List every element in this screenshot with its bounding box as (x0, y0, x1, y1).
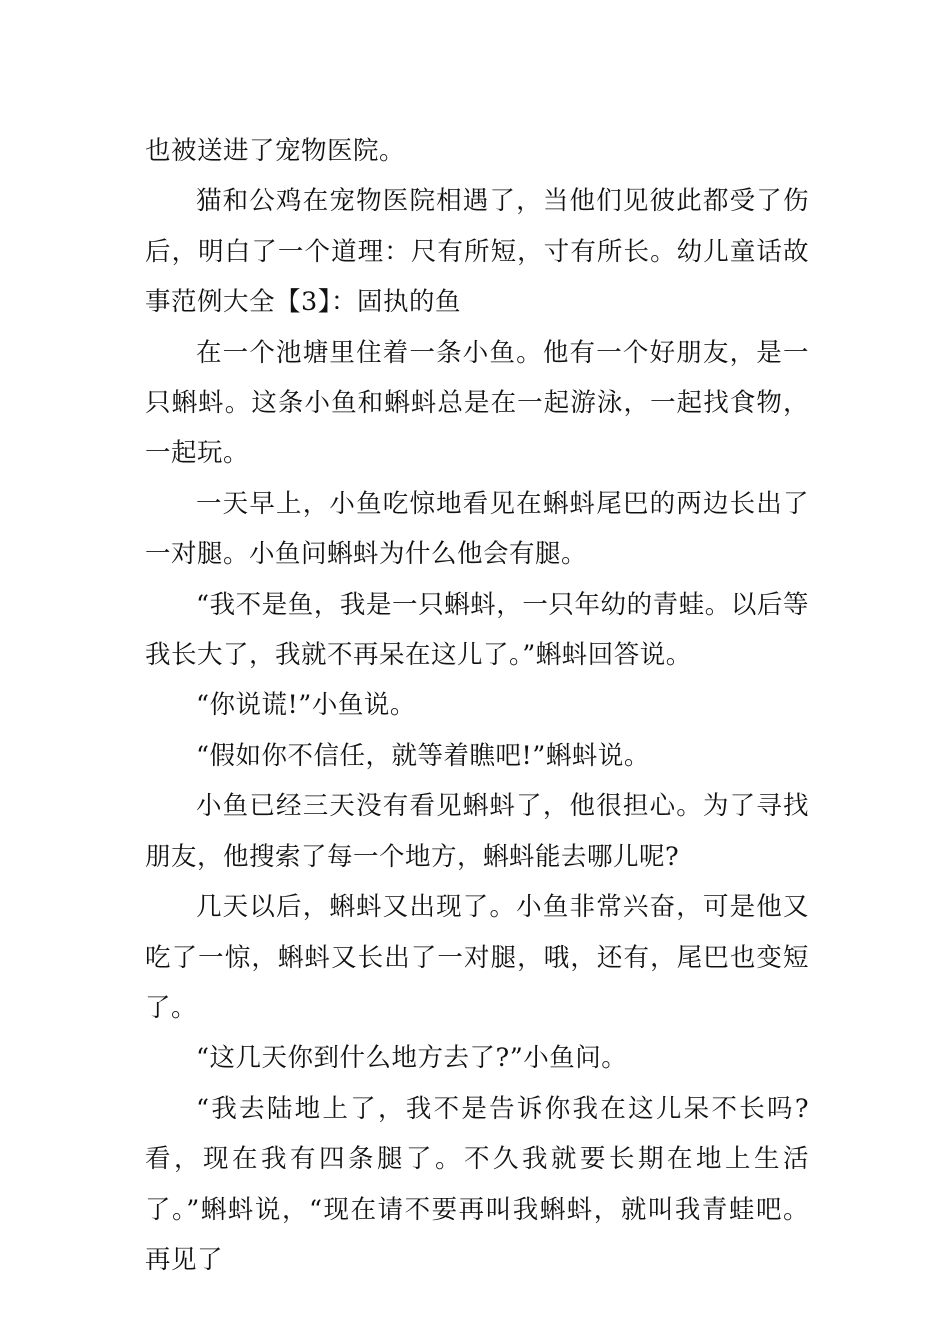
paragraph-6: “你说谎!”小鱼说。 (196, 690, 416, 721)
paragraph-8: 小鱼已经三天没有看见蝌蚪了，他很担心。为了寻找朋友，他搜索了每一个地方，蝌蚪能去哪儿呢? (145, 791, 809, 872)
story-text (145, 126, 809, 1285)
paragraph-2: 猫和公鸡在宠物医院相遇了，当他们见彼此都受了伤后，明白了一个道理：尺有所短，寸有所长。幼儿童话故事范例大全【3】：固执的鱼 (145, 186, 809, 318)
paragraph-5: “我不是鱼，我是一只蝌蚪，一只年幼的青蛙。以后等我长大了，我就不再呆在这儿了。”蝌蚪回答说。 (145, 589, 809, 671)
paragraph-7: “假如你不信任，就等着瞧吧!”蝌蚪说。 (196, 740, 650, 771)
paragraph-1: 也被送进了宠物医院。 (145, 136, 406, 166)
paragraph-4: 一天早上，小鱼吃惊地看见在蝌蚪尾巴的两边长出了一对腿。小鱼问蝌蚪为什么他会有腿。 (145, 488, 809, 570)
paragraph-10: “这几天你到什么地方去了?”小鱼问。 (196, 1043, 628, 1074)
paragraph-11: “我去陆地上了，我不是告诉你我在这儿呆不长吗?看，现在我有四条腿了。不久我就要长期在地上生活了。”蝌蚪说，“现在请不要再叫我蝌蚪，就叫我青蛙吧。再见了 (145, 1093, 809, 1275)
paragraph-9: 几天以后，蝌蚪又出现了。小鱼非常兴奋，可是他又吃了一惊，蝌蚪又长出了一对腿，哦，还有，尾巴也变短了。 (145, 892, 809, 1023)
paragraph-3: 在一个池塘里住着一条小鱼。他有一个好朋友，是一只蝌蚪。这条小鱼和蝌蚪总是在一起游泳，一起找食物，一起玩。 (145, 337, 809, 469)
